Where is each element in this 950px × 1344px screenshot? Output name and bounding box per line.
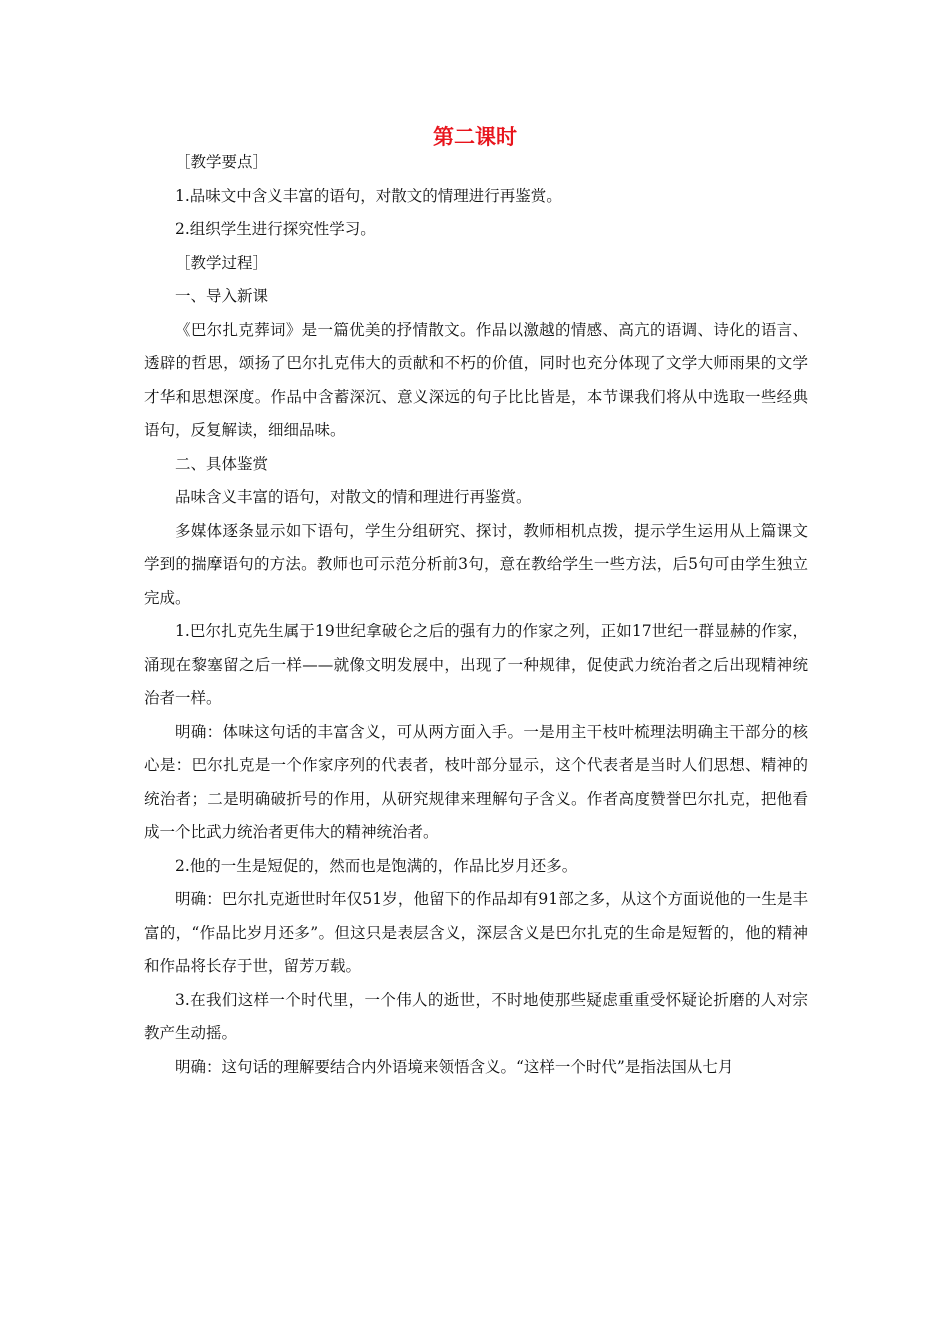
body-paragraph: 《巴尔扎克葬词》是一篇优美的抒情散文。作品以激越的情感、高亢的语调、诗化的语言、透辟的哲思，颂扬了巴尔扎克伟大的贡献和不朽的价值，同时也充分体现了文学大师雨果的文学才华和思想深度。作品中含蓄深沉、意义深远的句子比比皆是，本节课我们将从中选取一些经典语句，反复解读，细细品味。 [144,320,808,439]
document-body [144,146,808,1084]
subsection-heading-appreciation: 二、具体鉴赏 [175,454,269,473]
teaching-point-item: 1.品味文中含义丰富的语句，对散文的情理进行再鉴赏。 [175,186,562,205]
quoted-sentence-item: 3.在我们这样一个时代里，一个伟人的逝世，不时地使那些疑虑重重受怀疑论折磨的人对宗教产生动摇。 [144,990,808,1042]
quoted-sentence-item: 2.他的一生是短促的，然而也是饱满的，作品比岁月还多。 [175,856,578,875]
body-paragraph: 品味含义丰富的语句，对散文的情和理进行再鉴赏。 [175,488,532,506]
page-title: 第二课时 [433,125,517,149]
section-heading-teaching-points: ［教学要点］ [175,153,269,171]
subsection-heading-introduction: 一、导入新课 [175,287,269,305]
section-heading-teaching-process: ［教学过程］ [175,253,269,272]
explanation-paragraph: 明确：这句话的理解要结合内外语境来领悟含义。“这样一个时代”是指法国从七月 [175,1057,734,1076]
quoted-sentence-item: 1.巴尔扎克先生属于19世纪拿破仑之后的强有力的作家之列，正如17世纪一群显赫的作家，涌现在黎塞留之后一样——就像文明发展中，出现了一种规律，促使武力统治者之后出现精神统治者一样。 [144,622,808,707]
body-paragraph: 多媒体逐条显示如下语句，学生分组研究、探讨，教师相机点拨，提示学生运用从上篇课文学到的揣摩语句的方法。教师也可示范分析前3句，意在教给学生一些方法，后5句可由学生独立完成。 [144,521,808,607]
explanation-paragraph: 明确：体味这句话的丰富含义，可从两方面入手。一是用主干枝叶梳理法明确主干部分的核心是：巴尔扎克是一个作家序列的代表者，枝叶部分显示，这个代表者是当时人们思想、精神的统治者；二是明确破折号的作用，从研究规律来理解句子含义。作者高度赞誉巴尔扎克，把他看成一个比武力统治者更伟大的精神统治者。 [144,722,808,841]
teaching-point-item: 2.组织学生进行探究性学习。 [175,220,376,238]
explanation-paragraph: 明确：巴尔扎克逝世时年仅51岁，他留下的作品却有91部之多，从这个方面说他的一生是丰富的，“作品比岁月还多”。但这只是表层含义，深层含义是巴尔扎克的生命是短暂的，他的精神和作品将长存于世，留芳万载。 [144,890,808,975]
